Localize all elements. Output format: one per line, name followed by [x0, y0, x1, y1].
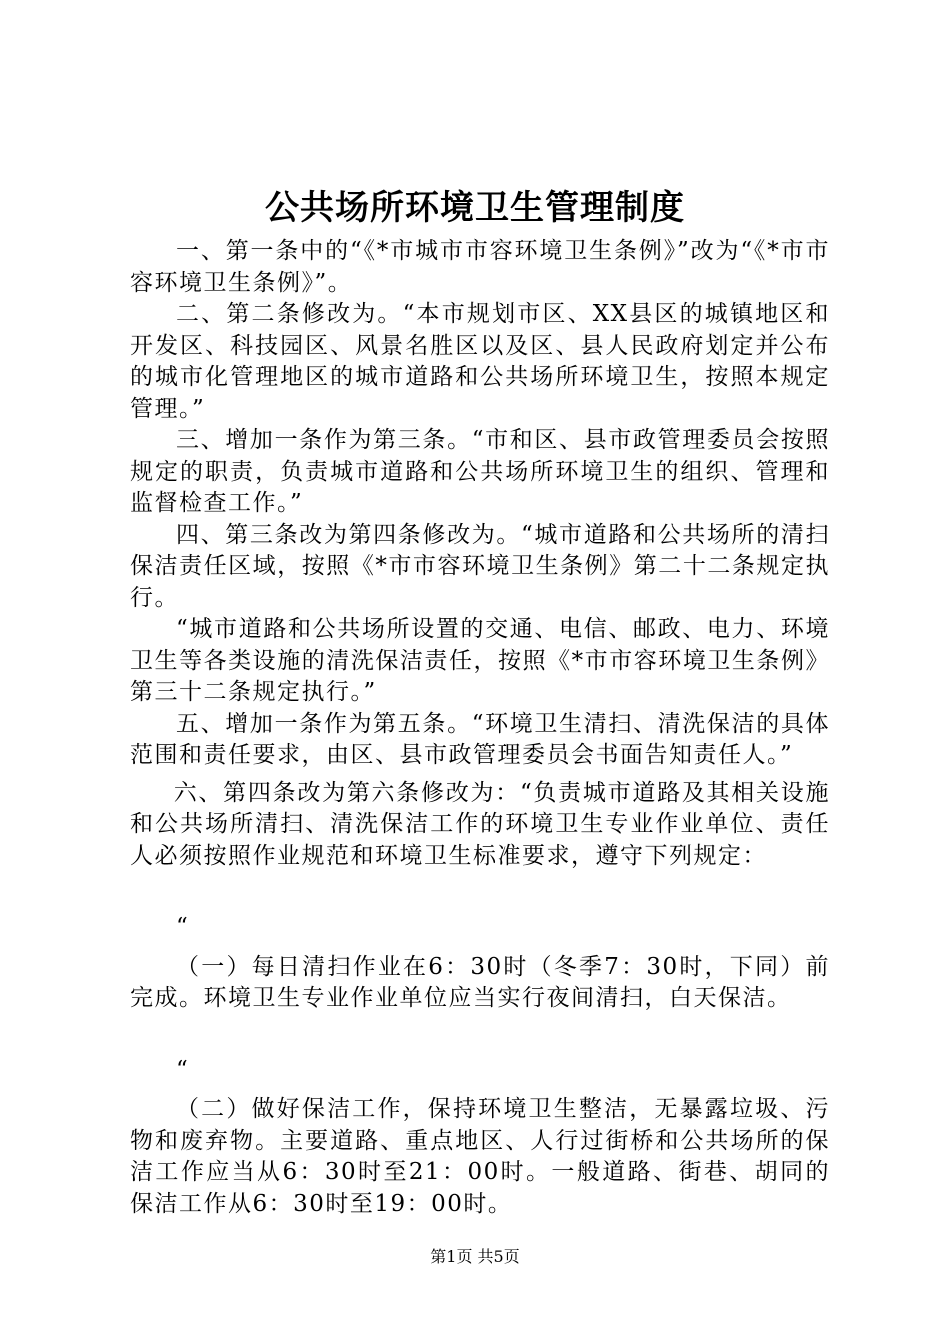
paragraph-6: 六、第四条改为第六条修改为：“负责城市道路及其相关设施和公共场所清扫、清洗保洁工作的环境卫生专业作业单位、责任人必须按照作业规范和环境卫生标准要求，遵守下列规定：	[130, 779, 830, 869]
document-body	[130, 236, 830, 1220]
clause-1: （一）每日清扫作业在6：30时（冬季7：30时，下同）前完成。环境卫生专业作业单位应当实行夜间清扫，白天保洁。	[130, 953, 830, 1011]
paragraph-1: 一、第一条中的“《*市城市市容环境卫生条例》”改为“《*市市容环境卫生条例》”。	[130, 238, 830, 296]
paragraph-2: 二、第二条修改为。“本市规划市区、XX县区的城镇地区和开发区、科技园区、风景名胜区以及区、县人民政府划定并公布的城市化管理地区的城市道路和公共场所环境卫生，按照本规定管理。”	[130, 301, 830, 422]
quote-mark-2: “	[176, 1056, 190, 1083]
clause-2: （二）做好保洁工作，保持环境卫生整洁，无暴露垃圾、污物和废弃物。主要道路、重点地区、人行过街桥和公共场所的保洁工作应当从6：30时至21：00时。一般道路、街巷、胡同的保洁工作从6：30时至19：00时。	[130, 1096, 830, 1217]
paragraph-4: 四、第三条改为第四条修改为。“城市道路和公共场所的清扫保洁责任区域，按照《*市市容环境卫生条例》第二十二条规定执行。	[130, 521, 830, 611]
quote-mark-1: “	[176, 914, 190, 940]
paragraph-3: 三、增加一条作为第三条。“市和区、县市政管理委员会按照规定的职责，负责城市道路和公共场所环境卫生的组织、管理和监督检查工作。”	[130, 427, 830, 516]
paragraph-5: 五、增加一条作为第五条。“环境卫生清扫、清洗保洁的具体范围和责任要求，由区、县市政管理委员会书面告知责任人。”	[130, 710, 830, 768]
paragraph-4-continued: “城市道路和公共场所设置的交通、电信、邮政、电力、环境卫生等各类设施的清洗保洁责任，按照《*市市容环境卫生条例》第三十二条规定执行。”	[130, 616, 830, 705]
page-footer: 第1页 共5页	[430, 1247, 520, 1266]
document-title: 公共场所环境卫生管理制度	[265, 188, 685, 228]
